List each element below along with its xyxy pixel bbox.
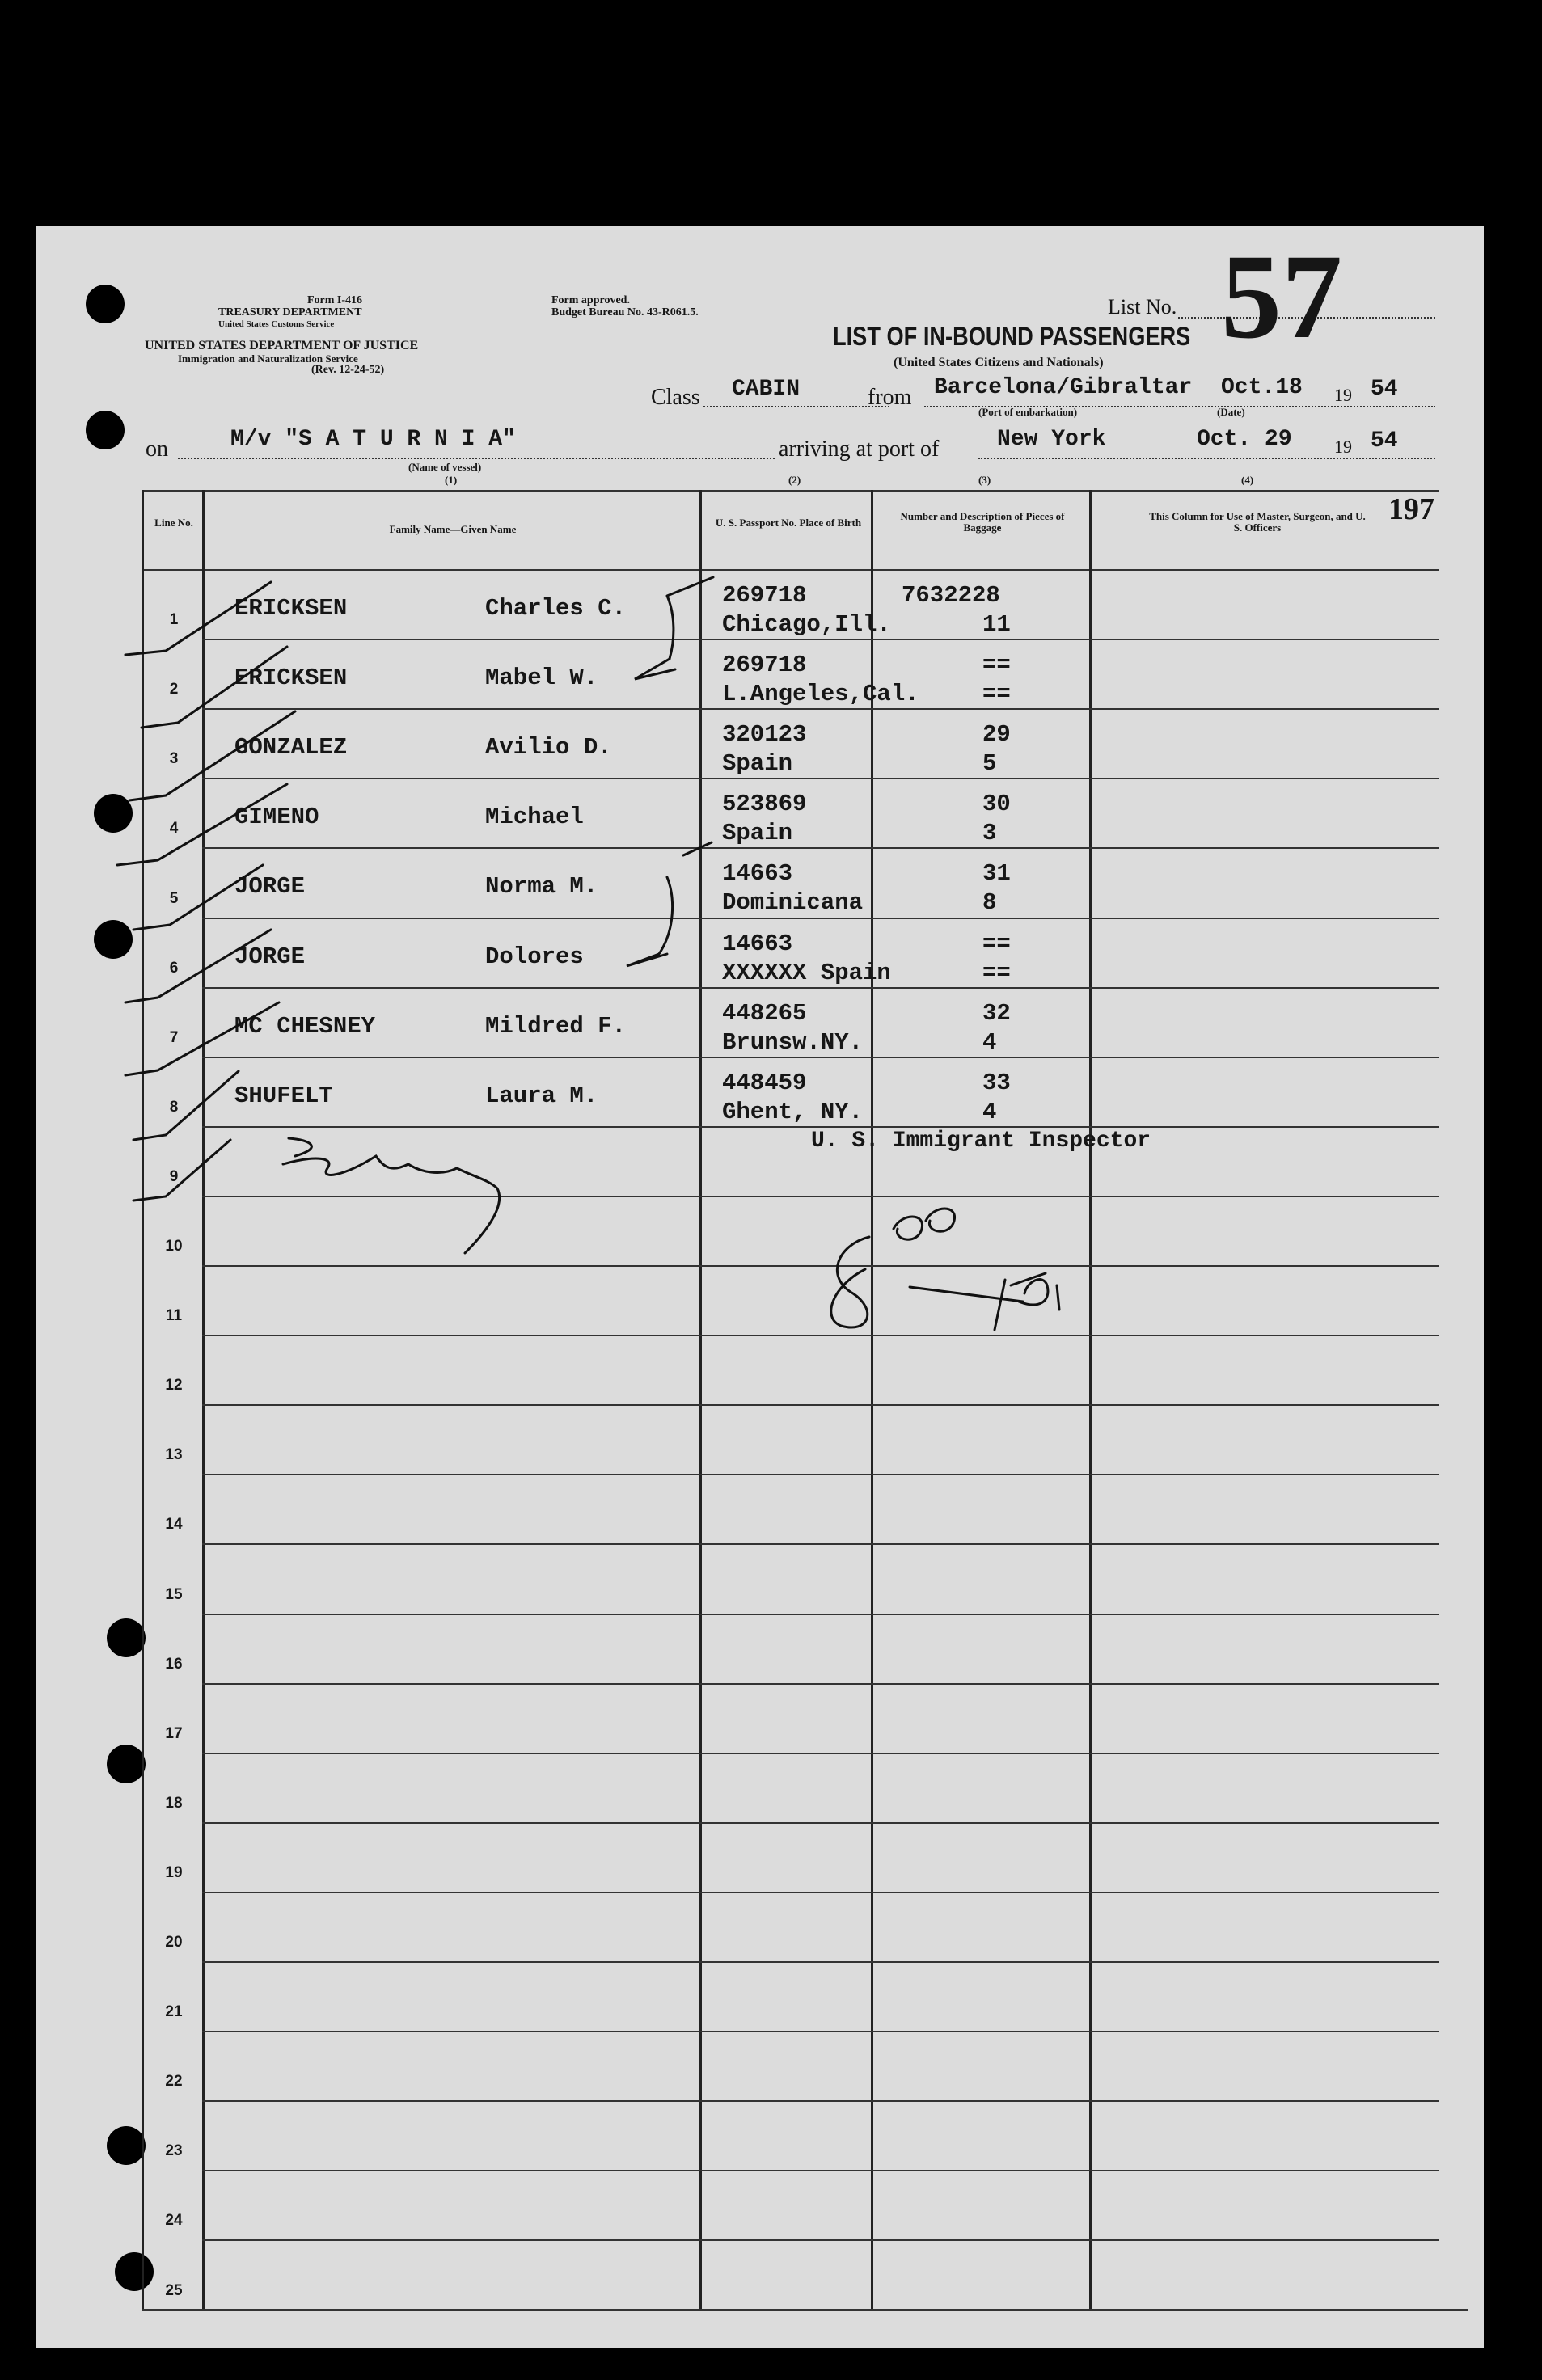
departure-date: Oct.18 — [1221, 375, 1303, 400]
place-of-birth: Spain — [722, 820, 793, 847]
year-prefix-2: 19 — [1334, 437, 1352, 457]
given-name: Mabel W. — [485, 665, 598, 692]
family-name: GONZALEZ — [234, 734, 348, 762]
baggage-count: 32 — [982, 999, 1011, 1027]
list-no-label: List No. — [1108, 295, 1177, 319]
line-number: 15 — [165, 1585, 183, 1603]
place-of-birth: L.Angeles,Cal. — [722, 681, 919, 708]
baggage-description: 4 — [982, 1028, 997, 1056]
line-number: 13 — [165, 1446, 183, 1464]
vessel-name: M/v "S A T U R N I A" — [230, 427, 516, 452]
from-label: from — [868, 385, 912, 410]
arriving-label: arriving at port of — [779, 437, 940, 462]
line-number: 14 — [165, 1516, 183, 1534]
family-name: GIMENO — [234, 804, 319, 831]
departure-year: 54 — [1371, 377, 1398, 402]
treasury-dept: TREASURY DEPARTMENT — [218, 306, 362, 319]
line-number: 11 — [165, 1307, 183, 1325]
place-of-birth: Brunsw.NY. — [722, 1028, 864, 1056]
check-mark — [133, 1140, 230, 1201]
passport-number: 448265 — [722, 999, 807, 1027]
given-name: Laura M. — [485, 1082, 598, 1109]
check-mark — [133, 865, 263, 930]
col-caption-2: (2) — [788, 474, 801, 486]
line-number: 1 — [169, 611, 179, 629]
col-header-baggage: Number and Description of Pieces of Baggage — [900, 510, 1065, 534]
embarkation-port: Barcelona/Gibraltar — [934, 375, 1193, 400]
check-mark — [125, 1002, 279, 1075]
line-number: 19 — [165, 1863, 183, 1881]
baggage-description: 5 — [982, 750, 997, 778]
manifest-page — [36, 226, 1484, 2348]
baggage-count: == — [982, 930, 1011, 957]
handwriting-marks — [36, 226, 1484, 2348]
page-reference: 197 — [1388, 492, 1434, 526]
baggage-description: 8 — [982, 889, 997, 917]
col-header-passport: U. S. Passport No. Place of Birth — [715, 517, 862, 529]
year-prefix-1: 19 — [1334, 385, 1352, 405]
line-number: 3 — [169, 750, 179, 768]
given-name: Norma M. — [485, 873, 598, 901]
line-number: 23 — [165, 2142, 183, 2160]
line-number: 18 — [165, 1794, 183, 1812]
line-number: 5 — [169, 889, 179, 907]
on-label: on — [146, 437, 168, 462]
family-bracket — [635, 577, 713, 679]
check-mark — [133, 1071, 239, 1140]
passport-number: 448459 — [722, 1069, 807, 1096]
line-number: 8 — [169, 1098, 179, 1116]
vessel-caption: (Name of vessel) — [408, 461, 482, 473]
customs-service: United States Customs Service — [218, 319, 335, 329]
line-number: 6 — [169, 959, 179, 977]
place-of-birth: Ghent, NY. — [722, 1098, 864, 1125]
family-name: MC CHESNEY — [234, 1012, 376, 1040]
baggage-count: 29 — [982, 721, 1011, 749]
line-number: 2 — [169, 681, 179, 698]
given-name: Dolores — [485, 943, 584, 970]
family-name: SHUFELT — [234, 1082, 333, 1109]
arrival-port: New York — [997, 427, 1106, 452]
class-value: CABIN — [732, 377, 801, 402]
line-number: 10 — [165, 1238, 183, 1255]
col-header-name: Family Name—Given Name — [389, 523, 517, 535]
line-number: 17 — [165, 1724, 183, 1742]
passport-number: 269718 — [722, 582, 807, 609]
line-number: 12 — [165, 1377, 183, 1395]
baggage-description: 3 — [982, 820, 997, 847]
form-title: LIST OF IN-BOUND PASSENGERS — [833, 322, 1191, 351]
place-of-birth: Dominicana — [722, 889, 864, 917]
line-number: 24 — [165, 2212, 183, 2230]
line-number: 7 — [169, 1028, 179, 1046]
form-number: Form I-416 — [307, 294, 363, 306]
arrival-year: 54 — [1371, 428, 1398, 454]
given-name: Avilio D. — [485, 734, 612, 762]
col-caption-4: (4) — [1241, 474, 1254, 486]
check-mark — [117, 784, 287, 865]
baggage-count: 30 — [982, 791, 1011, 818]
inspector-label: U. S. Immigrant Inspector — [811, 1129, 1151, 1154]
check-mark — [142, 647, 287, 728]
line-number: 16 — [165, 1655, 183, 1673]
passport-number: 269718 — [722, 652, 807, 679]
baggage-description: 4 — [982, 1098, 997, 1125]
given-name: Charles C. — [485, 595, 627, 622]
check-mark — [125, 930, 271, 1002]
line-number: 21 — [165, 2003, 183, 2021]
family-name: ERICKSEN — [234, 665, 348, 692]
place-of-birth: Spain — [722, 750, 793, 778]
col-caption-3: (3) — [978, 474, 991, 486]
place-of-birth: XXXXXX Spain — [722, 959, 891, 986]
col-caption-1: (1) — [445, 474, 458, 486]
inspector-initials — [831, 1209, 1059, 1330]
family-name: JORGE — [234, 943, 306, 970]
baggage-description: == — [982, 959, 1011, 986]
ins-service: Immigration and Naturalization Service — [178, 352, 358, 365]
line-number: 4 — [169, 820, 179, 838]
passport-number: 14663 — [722, 860, 793, 888]
port-caption: (Port of embarkation) — [978, 406, 1078, 418]
form-approved: Form approved. — [551, 294, 630, 306]
baggage-count: == — [982, 652, 1011, 679]
baggage-description: 11 — [982, 611, 1011, 638]
line-number: 9 — [169, 1167, 179, 1185]
baggage-count: 33 — [982, 1069, 1011, 1096]
given-name: Michael — [485, 804, 584, 831]
col-header-line: Line No. — [154, 517, 193, 529]
date-caption: (Date) — [1217, 406, 1245, 418]
passport-number: 14663 — [722, 930, 793, 957]
line-number: 22 — [165, 2073, 183, 2091]
family-name: ERICKSEN — [234, 595, 348, 622]
arrival-date: Oct. 29 — [1197, 427, 1292, 452]
passport-number: 320123 — [722, 721, 807, 749]
revision: (Rev. 12-24-52) — [311, 364, 385, 376]
justice-dept: UNITED STATES DEPARTMENT OF JUSTICE — [145, 339, 419, 352]
baggage-description: == — [982, 681, 1011, 708]
place-of-birth: Chicago,Ill. — [722, 611, 891, 638]
class-label: Class — [651, 385, 700, 410]
budget-bureau: Budget Bureau No. 43-R061.5. — [551, 306, 699, 319]
family-bracket — [627, 842, 712, 966]
list-no-value: 57 — [1221, 230, 1342, 364]
check-mark — [125, 582, 271, 655]
inspector-signature — [283, 1138, 500, 1253]
col-header-officers: This Column for Use of Master, Surgeon, and U. S. Officers — [1149, 510, 1366, 534]
given-name: Mildred F. — [485, 1012, 627, 1040]
passport-number: 523869 — [722, 791, 807, 818]
line-number: 25 — [165, 2281, 183, 2299]
form-subtitle: (United States Citizens and Nationals) — [894, 356, 1104, 369]
family-name: JORGE — [234, 873, 306, 901]
baggage-count: 7632228 — [902, 582, 1000, 609]
baggage-count: 31 — [982, 860, 1011, 888]
line-number: 20 — [165, 1934, 183, 1951]
